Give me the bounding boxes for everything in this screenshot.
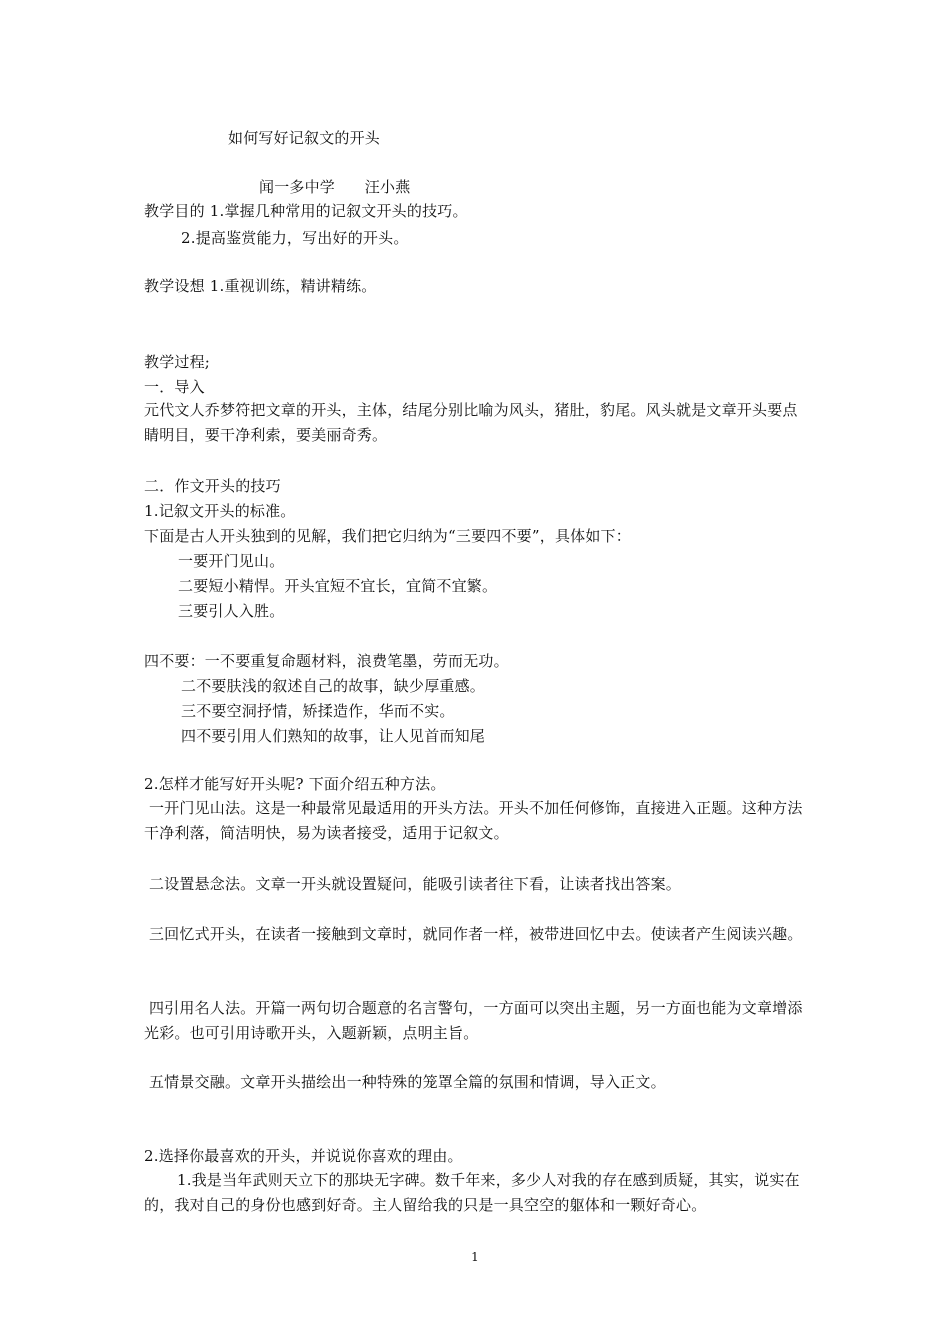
- document-title: 如何写好记叙文的开头: [228, 129, 381, 147]
- exercise-heading: 2.选择你最喜欢的开头，并说说你喜欢的理由。: [144, 1147, 463, 1165]
- method-item: 四引用名人法。开篇一两句切合题意的名言警句，一方面可以突出主题，另一方面也能为文章增添光彩。也可引用诗歌开头，入题新颖，点明主旨。: [144, 999, 803, 1042]
- section1-heading: 一．导入: [144, 378, 205, 396]
- method-item: 一开门见山法。这是一种最常见最适用的开头方法。开头不加任何修饰，直接进入正题。这种方法干净利落，简洁明快，易为读者接受，适用于记叙文。: [144, 799, 803, 842]
- teaching-design: 教学设想 1.重视训练，精讲精练。: [144, 277, 377, 295]
- must-item: 一要开门见山。: [178, 552, 285, 570]
- dont-item: 四不要：一不要重复命题材料，浪费笔墨，劳而无功。: [144, 652, 509, 670]
- section2-heading: 二．作文开头的技巧: [144, 477, 281, 495]
- method-item: 二设置悬念法。文章一开头就设置疑问，能吸引读者往下看，让读者找出答案。: [144, 875, 681, 893]
- must-item: 二要短小精悍。开头宜短不宜长，宜简不宜繁。: [178, 577, 498, 595]
- method-item: 五情景交融。文章开头描绘出一种特殊的笼罩全篇的氛围和情调，导入正文。: [144, 1073, 666, 1091]
- method-item: 三回忆式开头，在读者一接触到文章时，就同作者一样，被带进回忆中去。使读者产生阅读兴趣。: [144, 925, 803, 943]
- process-label: 教学过程;: [144, 353, 211, 371]
- objective-1: 教学目的 1.掌握几种常用的记叙文开头的技巧。: [144, 202, 468, 220]
- methods-heading: 2.怎样才能写好开头呢? 下面介绍五种方法。: [144, 775, 446, 793]
- standard-intro: 下面是古人开头独到的见解，我们把它归纳为“三要四不要”，具体如下：: [144, 527, 631, 545]
- must-item: 三要引人入胜。: [178, 602, 285, 620]
- page-number: 1: [471, 1250, 479, 1264]
- standard-label: 1.记叙文开头的标准。: [144, 502, 296, 520]
- author-line: 闻一多中学 汪小燕: [259, 178, 411, 196]
- dont-item: 四不要引用人们熟知的故事，让人见首而知尾: [181, 727, 486, 745]
- exercise-example: 1.我是当年武则天立下的那块无字碑。数千年来，多少人对我的存在感到质疑，其实，说实在的，我对自己的身份也感到好奇。主人留给我的只是一具空空的躯体和一颗好奇心。: [144, 1171, 800, 1214]
- dont-item: 二不要肤浅的叙述自己的故事，缺少厚重感。: [181, 677, 486, 695]
- section1-body: 元代文人乔梦符把文章的开头，主体，结尾分别比喻为风头，猪肚，豹尾。风头就是文章开头要点睛明目，要干净利索，要美丽奇秀。: [144, 401, 798, 444]
- objective-2: 2.提高鉴赏能力，写出好的开头。: [181, 229, 409, 247]
- dont-item: 三不要空洞抒情，矫揉造作，华而不实。: [181, 702, 455, 720]
